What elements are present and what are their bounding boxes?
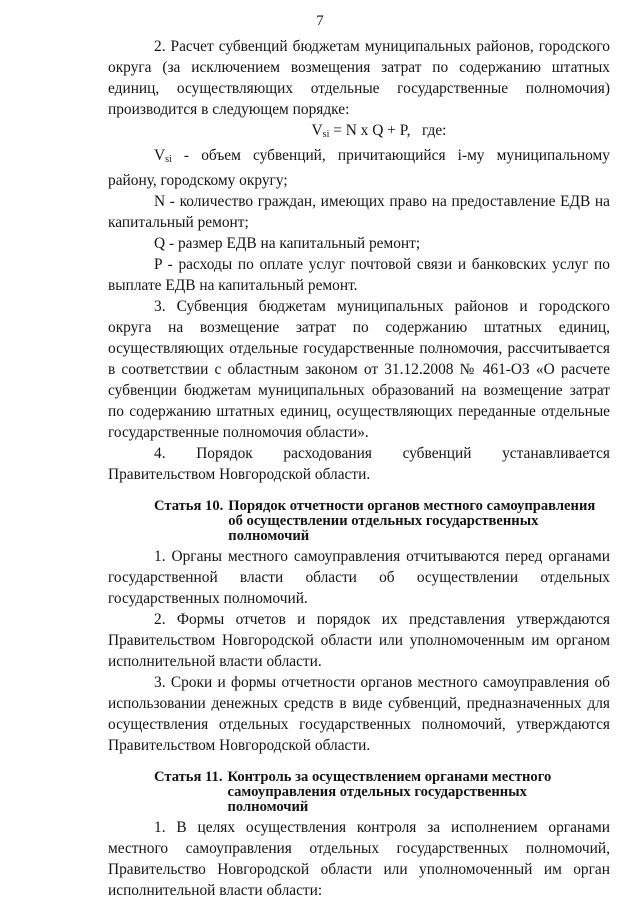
formula-symbol-v: V xyxy=(311,122,323,139)
article-10-paragraph-3: 3. Сроки и формы отчетности органов местного самоуправления об использовании денежных средств в виде субвенций, предназначенных для осуществления отдельных государственных полномочий, утверждаются Правительством Новгородской области. xyxy=(108,674,610,754)
definition-n xyxy=(108,191,610,233)
definition-symbol: N xyxy=(154,193,166,210)
formula xyxy=(108,120,610,145)
paragraph-4-spending: 4. Порядок расходования субвенций устанавливается Правительством Новгородской области. xyxy=(108,445,610,483)
definition-text: - размер ЕДВ на капитальный ремонт; xyxy=(165,235,421,252)
definition-vsi xyxy=(108,145,610,191)
formula-where: где: xyxy=(421,122,447,139)
paragraph-2-calculation: 2. Расчет субвенций бюджетам муниципальных районов, городского округа (за исключением возмещения затрат по содержанию штатных единиц, осуществляющих отдельные государственные полномочия) производится в следующем порядке: xyxy=(108,38,610,118)
article-11-paragraph-1: 1. В целях осуществления контроля за исполнением органами местного самоуправления отдельных государственных полномочий, Правительство Новгородской области или уполномоченный им орган исполнительной власти области: xyxy=(108,819,610,899)
definition-symbol: P xyxy=(154,256,162,273)
article-10-heading xyxy=(108,499,610,544)
definition-p xyxy=(108,254,610,296)
formula-expression: = N x Q + P, xyxy=(329,122,411,139)
article-10-title: Порядок отчетности органов местного самоуправления об осуществлении отдельных государственных полномочий xyxy=(228,498,596,544)
definition-q xyxy=(108,233,610,254)
definition-symbol: Q xyxy=(154,235,166,252)
paragraph-3-subvention: 3. Субвенция бюджетам муниципальных районов и городского округа на возмещение затрат по содержанию штатных единиц, осуществляющих отдельные государственные полномочия, рассчитывается в соответствии с областным законом от 31.12.2008 № 461-ОЗ «О расчете субвенции бюджетам муниципальных образований на возмещение затрат по содержанию штатных единиц, осуществляющих переданные отдельные государственные полномочия области». xyxy=(108,298,610,441)
document-body xyxy=(108,36,610,901)
article-10-label: Статья 10. xyxy=(154,498,224,514)
definition-subscript: si xyxy=(165,154,172,165)
formula-subscript: si xyxy=(322,129,330,140)
article-11-label: Статья 11. xyxy=(154,769,223,785)
page-number: 7 xyxy=(316,13,324,29)
article-10-paragraph-2: 2. Формы отчетов и порядок их представления утверждаются Правительством Новгородской области или уполномоченным им органом исполнительной власти области. xyxy=(108,611,610,670)
definition-text: - расходы по оплате услуг почтовой связи и банковских услуг по выплате ЕДВ на капитальный ремонт. xyxy=(108,256,610,294)
definition-text: - количество граждан, имеющих право на предоставление ЕДВ на капитальный ремонт; xyxy=(108,193,610,231)
article-11-title: Контроль за осуществлением органами местного самоуправления отдельных государственных полномочий xyxy=(227,769,552,815)
article-11-heading xyxy=(108,770,610,815)
definition-text: - объем субвенций, причитающийся i-му муниципальному району, городскому округу; xyxy=(108,147,610,189)
article-10-paragraph-1: 1. Органы местного самоуправления отчитываются перед органами государственной власти области об осуществлении отдельных государственных полномочий. xyxy=(108,548,610,607)
definition-symbol: V xyxy=(154,147,166,164)
